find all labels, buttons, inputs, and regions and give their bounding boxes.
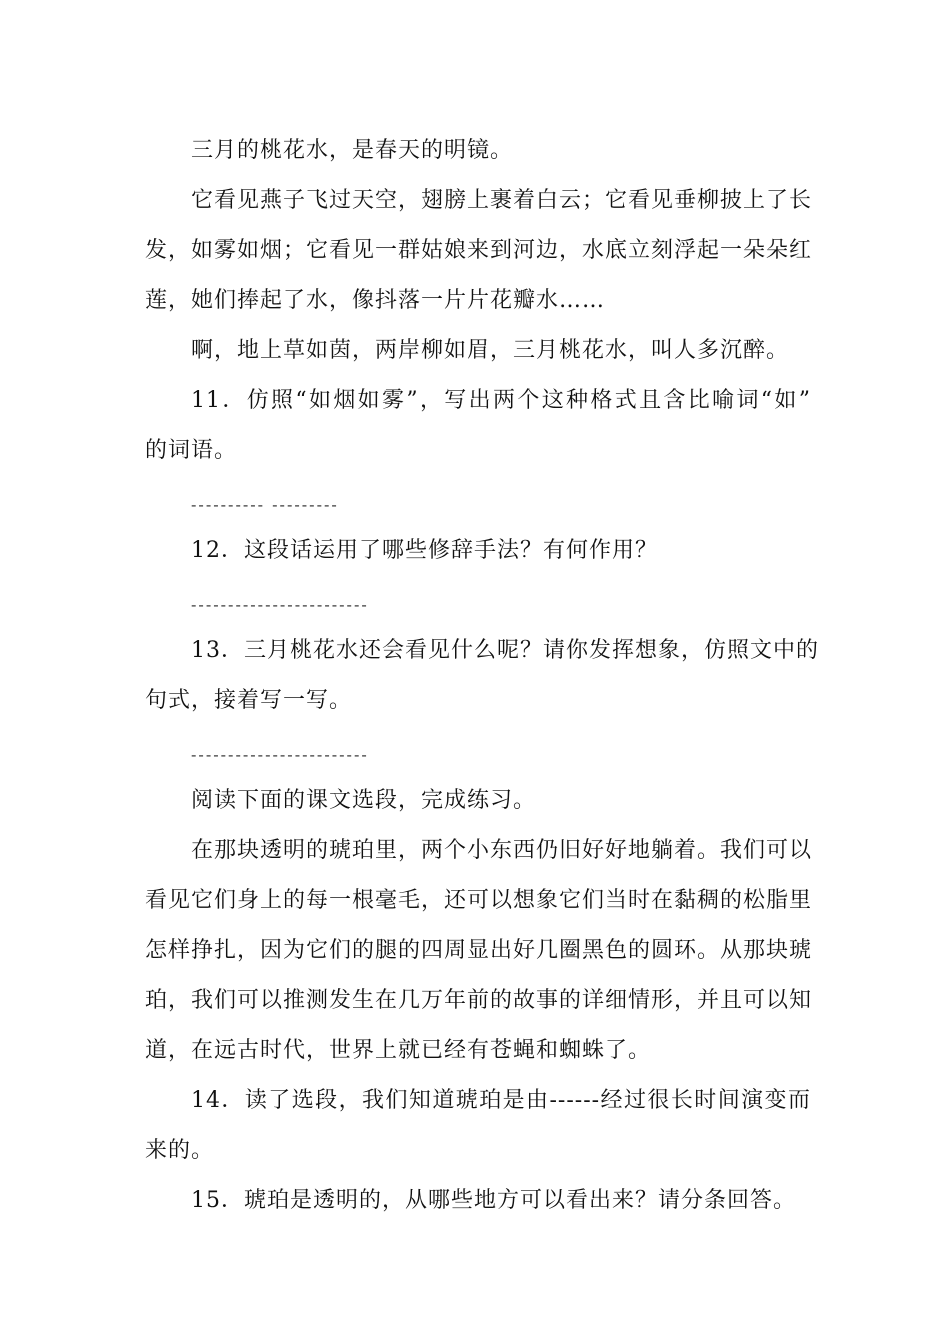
question-14-cont: 来的。 bbox=[145, 1138, 215, 1163]
question-13-cont: 句式，接着写一写。 bbox=[145, 688, 353, 713]
passage-line: 看见它们身上的每一根毫毛，还可以想象它们当时在黏稠的松脂里 bbox=[145, 888, 813, 913]
question-13: 13．三月桃花水还会看见什么呢？请你发挥想象，仿照文中的 bbox=[191, 638, 819, 663]
paragraph-line: 它看见燕子飞过天空，翅膀上裹着白云；它看见垂柳披上了长 bbox=[191, 188, 813, 213]
passage-line: 在那块透明的琥珀里，两个小东西仍旧好好地躺着。我们可以 bbox=[191, 838, 813, 863]
answer-blank-12: ------------------------ bbox=[191, 595, 369, 614]
answer-blank-11: ---------- --------- bbox=[191, 495, 339, 514]
paragraph-line: 发，如雾如烟；它看见一群姑娘来到河边，水底立刻浮起一朵朵红 bbox=[145, 238, 813, 263]
paragraph-line: 啊，地上草如茵，两岸柳如眉，三月桃花水，叫人多沉醉。 bbox=[191, 338, 790, 363]
passage-line: 珀，我们可以推测发生在几万年前的故事的详细情形，并且可以知 bbox=[145, 988, 813, 1013]
passage-line: 道，在远古时代，世界上就已经有苍蝇和蜘蛛了。 bbox=[145, 1038, 652, 1063]
question-14: 14．读了选段，我们知道琥珀是由------经过很长时间演变而 bbox=[191, 1088, 811, 1113]
question-12: 12．这段话运用了哪些修辞手法？有何作用？ bbox=[191, 538, 658, 563]
passage-line: 怎样挣扎，因为它们的腿的四周显出好几圈黑色的圆环。从那块琥 bbox=[145, 938, 813, 963]
answer-blank-13: ------------------------ bbox=[191, 745, 369, 764]
paragraph-line: 莲，她们捧起了水，像抖落一片片花瓣水…… bbox=[145, 288, 606, 313]
question-15: 15．琥珀是透明的，从哪些地方可以看出来？请分条回答。 bbox=[191, 1188, 796, 1213]
paragraph-line: 三月的桃花水，是春天的明镜。 bbox=[191, 138, 514, 163]
question-11: 11．仿照“如烟如雾”，写出两个这种格式且含比喻词“如” bbox=[191, 388, 811, 413]
section-instruction: 阅读下面的课文选段，完成练习。 bbox=[191, 788, 537, 813]
question-11-cont: 的词语。 bbox=[145, 438, 238, 463]
